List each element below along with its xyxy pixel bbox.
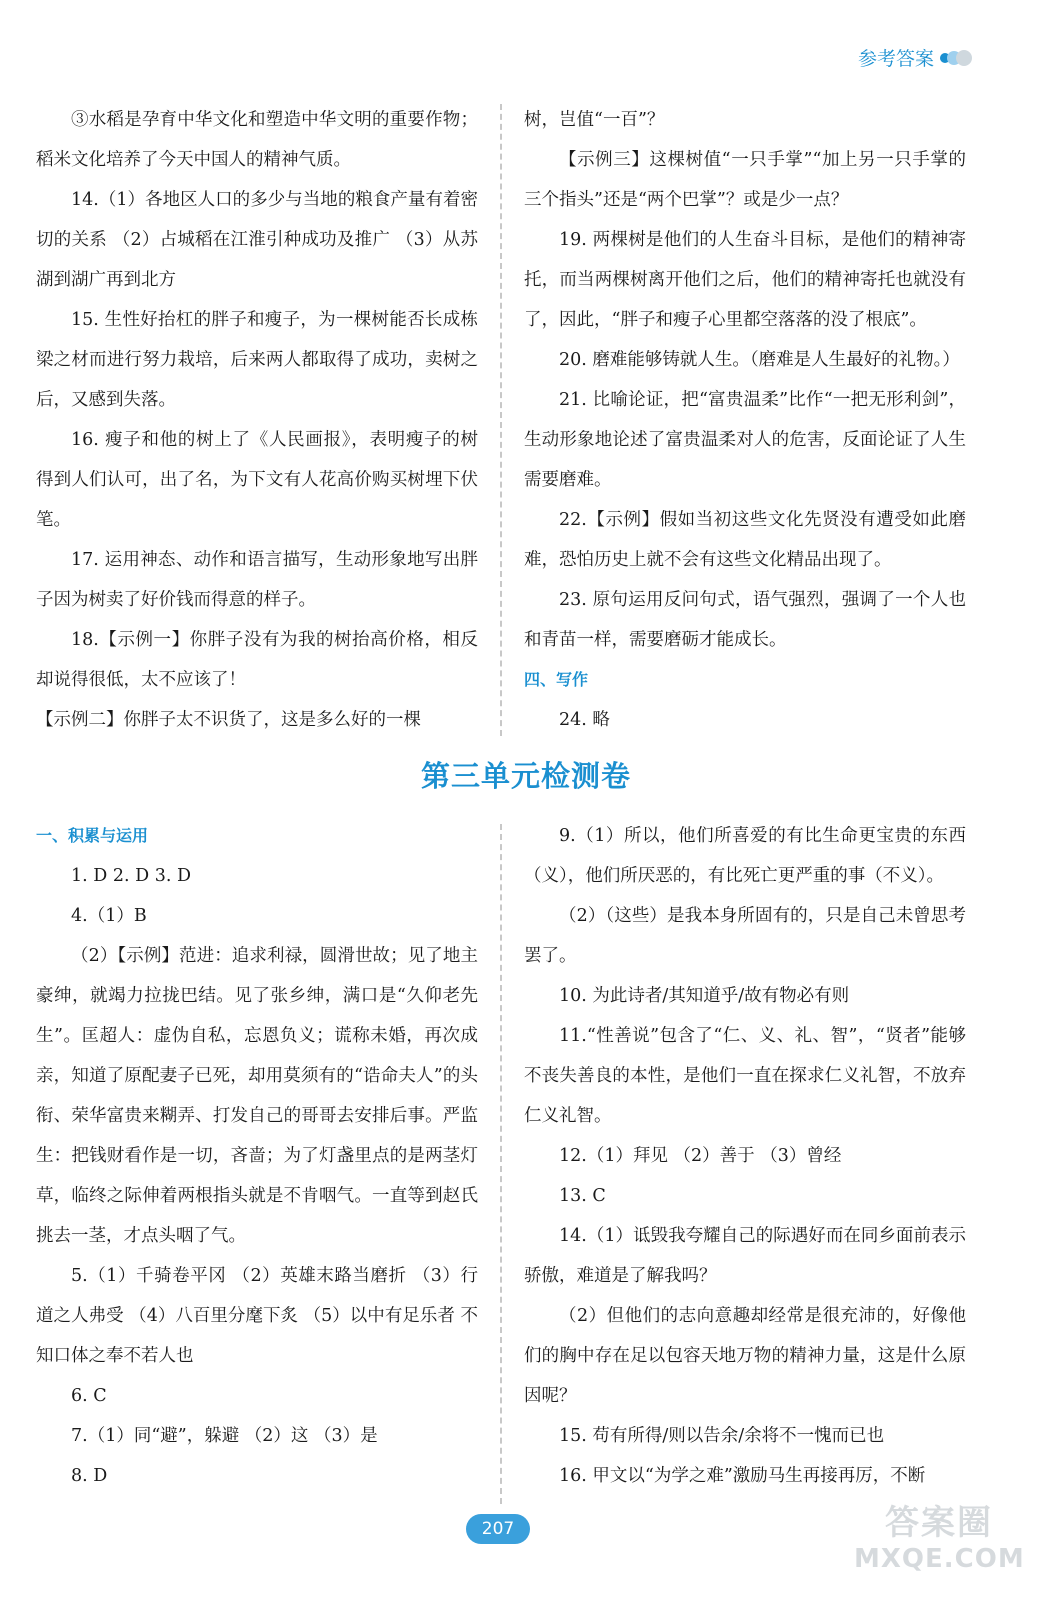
answer-paragraph: 15. 苟有所得/则以告余/余将不一愧而已也 [559,1426,885,1446]
answer-paragraph: 【示例三】这棵树值“一只手掌”“加上另一只手掌的三个指头”还是“两个巴掌”？或是少一点？ [524,150,966,210]
answer-paragraph: 1. D 2. D 3. D [71,866,191,886]
header-label: 参考答案 [857,48,934,70]
unit-title: 第三单元检测卷 [420,759,631,793]
answer-paragraph: 22.【示例】假如当初这些文化先贤没有遭受如此磨难，恐怕历史上就不会有这些文化精品出现了。 [524,510,966,570]
answer-paragraph: 4.（1）B [71,906,147,926]
top-left-column [36,100,478,740]
section-heading-writing: 四、写作 [524,670,589,689]
answer-paragraph: 13. C [559,1186,606,1206]
answer-paragraph: 6. C [71,1386,107,1406]
answer-paragraph: 7.（1）同“避”，躲避 （2）这 （3）是 [71,1426,378,1446]
watermark-text-bottom: MXQE.COM [854,1544,1025,1574]
answer-paragraph: ③水稻是孕育中华文化和塑造中华文明的重要作物；稻米文化培养了今天中国人的精神气质。 [36,110,478,170]
answer-paragraph: 19. 两棵树是他们的人生奋斗目标，是他们的精神寄托，而当两棵树离开他们之后，他们的精神寄托也就没有了，因此，“胖子和瘦子心里都空落落的没了根底”。 [524,230,966,330]
page-number: 207 [466,1514,530,1544]
answer-paragraph: 9.（1）所以，他们所喜爱的有比生命更宝贵的东西（义），他们所厌恶的，有比死亡更严重的事（不义）。 [524,826,966,886]
answer-paragraph: 16. 甲文以“为学之难”激励马生再接再厉，不断 [559,1466,926,1486]
column-divider [500,824,502,1504]
answer-paragraph: 20. 磨难能够铸就人生。（磨难是人生最好的礼物。） [559,350,960,370]
section-heading-accumulation: 一、积累与运用 [36,826,149,845]
answer-paragraph: （2）（这些）是我本身所固有的，只是自己未曾思考罢了。 [524,906,966,966]
answer-key-header [858,44,972,71]
answer-paragraph: 树，岂值“一百”？ [524,110,665,130]
top-right-column [524,100,966,740]
answer-paragraph: 5.（1）千骑卷平冈 （2）英雄末路当磨折 （3）行道之人弗受 （4）八百里分麾下炙 （5）以中有足乐者 不知口体之奉不若人也 [36,1266,478,1366]
column-divider [500,104,502,736]
answer-paragraph: 8. D [71,1466,108,1486]
answer-paragraph: 【示例二】你胖子太不识货了，这是多么好的一棵 [36,710,421,730]
answer-paragraph: （2）但他们的志向意趣却经常是很充沛的，好像他们的胸中存在足以包容天地万物的精神力量，这是什么原因呢？ [524,1306,966,1406]
answer-paragraph: （2）【示例】范进：追求利禄，圆滑世故；见了地主豪绅，就竭力拉拢巴结。见了张乡绅，满口是“久仰老先生”。匡超人：虚伪自私，忘恩负义；谎称未婚，再次成亲，知道了原配妻子已死，却用莫须有的“诰命夫人”的头衔、荣华富贵来糊弄、打发自己的哥哥去安排后事。严监生：把钱财看作是一切，吝啬；为了灯盏里点的是两茎灯草，临终之际伸着两根指头就是不肯咽气。一直等到赵氏挑去一茎，才点头咽了气。 [36,946,478,1246]
answer-paragraph: 11.“性善说”包含了“仁、义、礼、智”，“贤者”能够不丧失善良的本性，是他们一直在探求仁义礼智，不放弃仁义礼智。 [524,1026,966,1126]
answer-paragraph: 12.（1）拜见 （2）善于 （3）曾经 [559,1146,842,1166]
answer-paragraph: 23. 原句运用反问句式，语气强烈，强调了一个人也和青苗一样，需要磨砺才能成长。 [524,590,966,650]
bottom-right-column [524,816,966,1496]
decorative-dots-icon [940,50,972,66]
answer-paragraph: 21. 比喻论证，把“富贵温柔”比作“一把无形利剑”，生动形象地论述了富贵温柔对人的危害，反面论证了人生需要磨难。 [524,390,966,490]
watermark-text-top: 答案圈 [885,1503,993,1543]
answer-paragraph: 18.【示例一】你胖子没有为我的树抬高价格，相反却说得很低，太不应该了！ [36,630,478,690]
answer-paragraph: 24. 略 [559,710,610,730]
answer-paragraph: 15. 生性好抬杠的胖子和瘦子，为一棵树能否长成栋梁之材而进行努力栽培，后来两人都取得了成功，卖树之后，又感到失落。 [36,310,478,410]
answer-paragraph: 10. 为此诗者/其知道乎/故有物必有则 [559,986,850,1006]
site-watermark-logo [854,1502,1024,1582]
answer-paragraph: 14.（1）诋毁我夸耀自己的际遇好而在同乡面前表示骄傲，难道是了解我吗？ [524,1226,966,1286]
answer-paragraph: 14.（1）各地区人口的多少与当地的粮食产量有着密切的关系 （2）占城稻在江淮引种成功及推广 （3）从苏湖到湖广再到北方 [36,190,478,290]
answer-paragraph: 17. 运用神态、动作和语言描写，生动形象地写出胖子因为树卖了好价钱而得意的样子。 [36,550,478,610]
bottom-left-column [36,816,478,1496]
answer-paragraph: 16. 瘦子和他的树上了《人民画报》，表明瘦子的树得到人们认可，出了名，为下文有人花高价购买树埋下伏笔。 [36,430,478,530]
